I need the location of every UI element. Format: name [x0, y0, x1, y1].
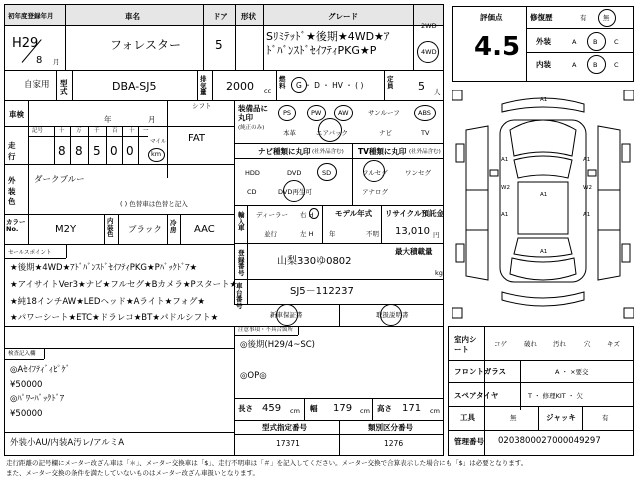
diagram-label-left-front: A1 — [501, 157, 509, 163]
grade-line1: Sﾘﾐﾃｯﾄﾞ★後期★4WD★ｱ — [266, 30, 390, 43]
doors-value: 5 — [215, 38, 223, 52]
score-label: 評価点 — [480, 13, 503, 22]
diagram-label-right-rear: A1 — [583, 212, 591, 218]
equip-pw: PW — [311, 109, 322, 117]
exterior-color-note: ( ) 色替車は色替と記入 — [120, 200, 188, 208]
chassis-value: SJ5－112237 — [290, 286, 354, 297]
type-label: 型式 — [60, 79, 68, 96]
glass-items: A ・ ×要交 — [555, 368, 589, 376]
mileage-digit-1: 8 — [58, 144, 66, 158]
ac-label: 冷房 — [170, 219, 177, 234]
grade-label: グレード — [328, 12, 358, 21]
type-value: DBA-SJ5 — [112, 80, 157, 93]
model-year-label: モデル年式 — [335, 209, 373, 218]
height-label: 高さ — [377, 404, 392, 413]
shift-label: シフト — [192, 102, 212, 110]
jack-value: 有 — [602, 414, 609, 422]
recycle-label: リサイクル預託金 — [385, 209, 444, 218]
year-label: 初年度登録年月 — [8, 12, 54, 20]
navi-sd: SD — [322, 169, 332, 177]
trade-dealer: ディーラー — [256, 211, 288, 219]
displacement-unit: cc — [264, 87, 272, 95]
length-value: 459 — [262, 403, 282, 414]
max-load-unit: kg — [435, 269, 443, 277]
navi-subtitle: (社外品含む) — [312, 149, 344, 155]
inspector-footer: 外装小AU/内装A汚レ/アルミA — [10, 438, 125, 448]
width-label: 幅 — [310, 404, 318, 413]
exterior-a: A — [572, 38, 577, 46]
tv-title: TV種類に丸印 — [358, 147, 407, 156]
footer-note-2: また、メーター交換の条件を満たしていないものはメーター改ざん車扱いとなります。 — [6, 469, 259, 477]
month-unit: 月 — [53, 58, 60, 66]
seat-stain: 汚れ — [553, 340, 566, 348]
seat-scratch: キズ — [607, 340, 620, 348]
sales-points-label: セールスポイント — [8, 250, 52, 256]
notes-line-2: ◎OP◎ — [240, 371, 267, 381]
color-code-value: M2Y — [55, 224, 77, 235]
equip-leather: 本革 — [283, 129, 296, 137]
grade-line2: ﾄﾞﾊﾞﾝｽﾄﾞｾｲﾌﾃｨPKG★P — [266, 44, 377, 57]
trade-right-handle-circle — [309, 208, 319, 219]
inspector-line-2: ¥50000 — [10, 380, 43, 390]
mileage-unit-mile: マイル — [150, 139, 167, 145]
trade-left-handle: 左 H — [300, 230, 314, 238]
spare-label: スペアタイヤ — [454, 391, 499, 400]
sales-point-4: ★パワーシート★ETC★ドラレコ★BT★パドルシフト★ — [10, 313, 219, 323]
interior-c: C — [614, 61, 619, 69]
usage-value: 自家用 — [24, 80, 50, 90]
reg-value: 山梨330ゆ0802 — [277, 256, 352, 267]
trade-other: 並行 — [264, 230, 277, 238]
mileage-unit-km: km — [151, 150, 162, 158]
color-code-label: カラー No. — [6, 218, 26, 233]
spare-items: T ・ 修理KIT ・ 欠 — [528, 392, 583, 400]
equipment-title: 装備品に丸印 — [238, 104, 268, 122]
inspector-label: 検査記入欄 — [8, 351, 36, 357]
spec-label: 型式指定番号 — [262, 423, 307, 432]
interior-a: A — [572, 61, 577, 69]
seat-tear: 破れ — [524, 340, 537, 348]
tv-analog: アナログ — [362, 188, 388, 196]
sales-point-2: ★アイサイトVer3★ナビ★フルセグ★Bカメラ★Pスタート★ — [10, 280, 238, 290]
seat-hole: 穴 — [584, 340, 591, 348]
mileage-header-100: 百 — [112, 128, 118, 134]
doors-label: ドア — [213, 12, 228, 21]
navi-dvd: DVD — [287, 169, 302, 177]
inspector-line-1: ◎Aｾｲﾌﾃｨﾞｨﾋﾟｹﾞ — [10, 365, 70, 375]
capacity-value: 5 — [418, 80, 425, 93]
seat-label: 室内シート — [454, 335, 477, 354]
notes-line-1: ◎後期(H29/4~SC) — [240, 340, 315, 350]
inspection-year-unit: 年 — [104, 115, 112, 124]
length-unit: cm — [290, 407, 300, 415]
mileage-header-1000: 千 — [94, 128, 100, 134]
shape-label: 形状 — [241, 12, 256, 21]
mileage-header-10000: 万 — [76, 128, 82, 134]
fuel-label: 燃料 — [279, 75, 286, 90]
capacity-label: 定員 — [387, 75, 394, 90]
displacement-value: 2000 — [226, 80, 254, 93]
mileage-digit-2: 8 — [75, 144, 83, 158]
mileage-digit-4: 0 — [110, 144, 118, 158]
exterior-c: C — [614, 38, 619, 46]
mileage-header-10: 十 — [129, 128, 135, 134]
mileage-label: 走行 — [8, 141, 16, 162]
score-value: 4.5 — [474, 32, 521, 62]
shift-value: FAT — [188, 133, 206, 144]
mileage-header-symbol: 記号 — [32, 128, 44, 134]
recycle-value: 13,010 — [395, 226, 430, 237]
fuel-value: G ・ D ・ HV ・ ( ) — [296, 81, 364, 90]
exterior-b: B — [593, 38, 598, 46]
diagram-label-left-rear: A1 — [501, 212, 509, 218]
model-year-unknown: 不明 — [366, 230, 379, 238]
repair-no: 無 — [603, 14, 610, 22]
length-label: 長さ — [238, 404, 253, 413]
interior-color-label: 内装色 — [107, 217, 114, 238]
exterior-label: 外装 — [536, 37, 551, 46]
spec-value: 17371 — [276, 439, 300, 448]
interior-color-value: ブラック — [128, 225, 162, 235]
width-unit: cm — [360, 407, 370, 415]
model-name-value: フォレスター — [110, 38, 182, 52]
exterior-color-value: ダークブルー — [34, 175, 85, 185]
navi-hdd: HDD — [245, 169, 260, 177]
drive-2wd: 2WD — [421, 22, 437, 30]
reg-label: 登録番号 — [238, 249, 245, 277]
diagram-label-left-mid: W2 — [501, 185, 510, 191]
month-value: 8 — [36, 55, 43, 66]
model-year-unit: 年 — [329, 230, 336, 238]
repair-yes: 有 — [580, 14, 587, 22]
ac-value: AAC — [194, 224, 215, 235]
capacity-unit: 人 — [434, 88, 441, 96]
equip-navi: ナビ — [379, 129, 392, 137]
year-value: H29 — [12, 36, 39, 51]
inspection-month-unit: 月 — [148, 115, 156, 124]
model-name-label: 車名 — [125, 12, 140, 21]
jack-label: ジャッキ — [546, 413, 576, 422]
class-label: 類別区分番号 — [368, 423, 413, 432]
seat-burn: コゲ — [494, 340, 507, 348]
diagram-label-right-mid: W2 — [583, 185, 592, 191]
equipment-subtitle: (純正のみ) — [238, 125, 265, 131]
mileage-header-1: 一 — [143, 128, 149, 134]
footer-note-1: 走行距離の記号欄にメーター改ざん車は「＊」、メーター交換車は「$」、走行不明車は「＃」を記入してください。メーター交換で合算表示した場合にも「$」は必要となります。 — [6, 459, 528, 467]
equip-tv: TV — [421, 129, 430, 137]
diagram-label-roof: A1 — [540, 192, 548, 198]
tools-value: 無 — [510, 414, 517, 422]
mileage-digit-3: 5 — [93, 144, 101, 158]
interior-b: B — [593, 61, 598, 69]
owner-manual: 新車保証書 — [270, 311, 303, 319]
equip-aw: AW — [338, 109, 349, 117]
mgmt-value: 0203800027000049297 — [498, 436, 601, 446]
diagram-label-rear: A1 — [540, 249, 548, 255]
diagram-label-front: A1 — [540, 97, 548, 103]
drive-4wd: 4WD — [421, 48, 437, 56]
repair-label: 修復歴 — [530, 13, 553, 22]
exterior-color-label: 外装色 — [8, 176, 16, 206]
interior-label: 内装 — [536, 60, 551, 69]
equip-abs: ABS — [418, 109, 431, 117]
sales-point-3: ★純18インチAW★LEDヘッド★Aライト★フォグ★ — [10, 297, 205, 307]
width-value: 179 — [333, 403, 353, 414]
inspector-line-4: ¥50000 — [10, 409, 43, 419]
notes-label: 注意事項・不具合箇所 — [238, 327, 294, 333]
max-load-label: 最大積載量 — [395, 247, 433, 256]
import-label: 輸入車 — [238, 211, 245, 232]
sales-point-1: ★後期★4WD★ｱﾄﾞﾊﾞﾝｽﾄﾞｾｲﾌﾃｨPKG★Pﾊﾞｯｸﾄﾞｱ★ — [10, 263, 198, 273]
class-value: 1276 — [384, 439, 404, 448]
navi-title: ナビ種類に丸印 — [258, 147, 311, 156]
trade-right-handle: 右 H — [300, 211, 314, 219]
tools-label: 工具 — [460, 413, 475, 422]
recycle-unit: 円 — [433, 231, 440, 239]
tv-oneseg: ワンセグ — [405, 169, 431, 177]
mileage-digit-5: 0 — [126, 144, 134, 158]
mgmt-label: 管理番号 — [454, 437, 484, 446]
tv-subtitle: (社外品含む) — [409, 149, 441, 155]
inspector-line-3: ◎ﾊﾟﾜｰﾊﾞｯｸﾄﾞｱ — [10, 394, 65, 404]
equip-ps: PS — [283, 109, 292, 117]
equip-airbag: エアバック — [316, 129, 348, 137]
inspection-label: 車検 — [9, 110, 24, 119]
equip-sunroof: サンルーフ — [368, 109, 400, 117]
tv-fullseg: フルセグ — [362, 169, 388, 177]
glass-label: フロントガラス — [454, 367, 507, 376]
navi-dvdplay: DVD再生可 — [278, 188, 312, 196]
navi-cd: CD — [247, 188, 257, 196]
chassis-label: 車台番号 — [236, 282, 243, 310]
displacement-label: 排気量 — [200, 75, 207, 96]
height-value: 171 — [402, 403, 422, 414]
mileage-header-10k: 十 — [59, 128, 65, 134]
manual: 取扱説明書 — [376, 311, 409, 319]
diagram-label-right-front: A1 — [583, 157, 591, 163]
height-unit: cm — [430, 407, 440, 415]
car-damage-diagram — [452, 90, 634, 320]
